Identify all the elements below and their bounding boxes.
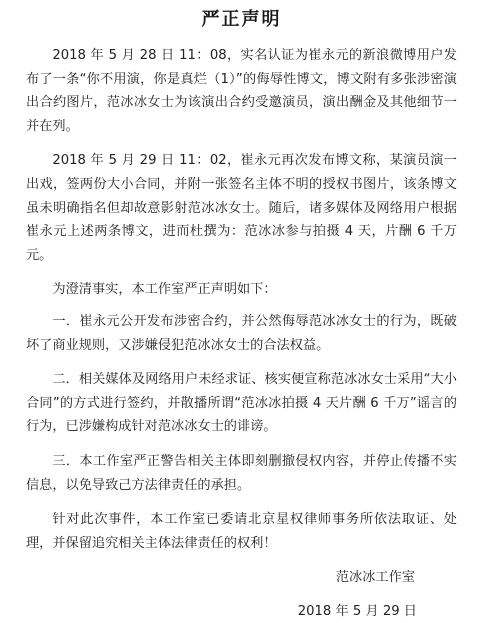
paragraph-declaration-intro: 为澄清事实，本工作室严正声明如下： — [52, 282, 277, 298]
paragraph-may-29: 2018 年 5 月 29 日 11：02，崔永元再次发布博文称，某演员演一出戏，签两份大小合同，并附一张签名主体不明的授权书图片，该条博文虽未明确指名但却故意影射范冰冰女士。随后，诸多媒体及网络用户根据崔永元上述两条博文，进而杜撰为：范冰冰参与拍摄 4 天，片酬 6 千万元。 — [26, 153, 457, 263]
document-title: 严正声明 — [201, 9, 282, 30]
paragraph-point-one: 一．崔永元公开发布涉密合约，并公然侮辱范冰冰女士的行为，既破坏了商业规则，又涉嫌侵犯范冰冰女士的合法权益。 — [26, 313, 457, 353]
paragraph-legal-action: 针对此次事件，本工作室已委请北京星权律师事务所依法取证、处理，并保留追究相关主体法律责任的权利！ — [26, 512, 457, 551]
paragraph-point-two: 二．相关媒体及网络用户未经求证、核实便宣称范冰冰女士采用“大小合同”的方式进行签约，并散播所谓“范冰冰拍摄 4 天片酬 6 千万”谣言的行为，已涉嫌构成针对范冰冰女士的诽谤。 — [26, 372, 457, 435]
paragraph-may-28: 2018 年 5 月 28 日 11：08，实名认证为崔永元的新浪微博用户发布了一条“你不用演，你是真烂（1）”的侮辱性博文，博文附有多张涉密演出合约图片，范冰冰女士为该演出合约受邀演员，演出酬金及其他细节一并在列。 — [26, 48, 457, 134]
paragraph-point-three: 三．本工作室严正警告相关主体即刻删撤侵权内容，并停止传播不实信息，以免导致己方法律责任的承担。 — [26, 453, 457, 493]
signature-studio: 范冰冰工作室 — [335, 570, 415, 586]
signature-date: 2018 年 5 月 29 日 — [297, 603, 417, 619]
